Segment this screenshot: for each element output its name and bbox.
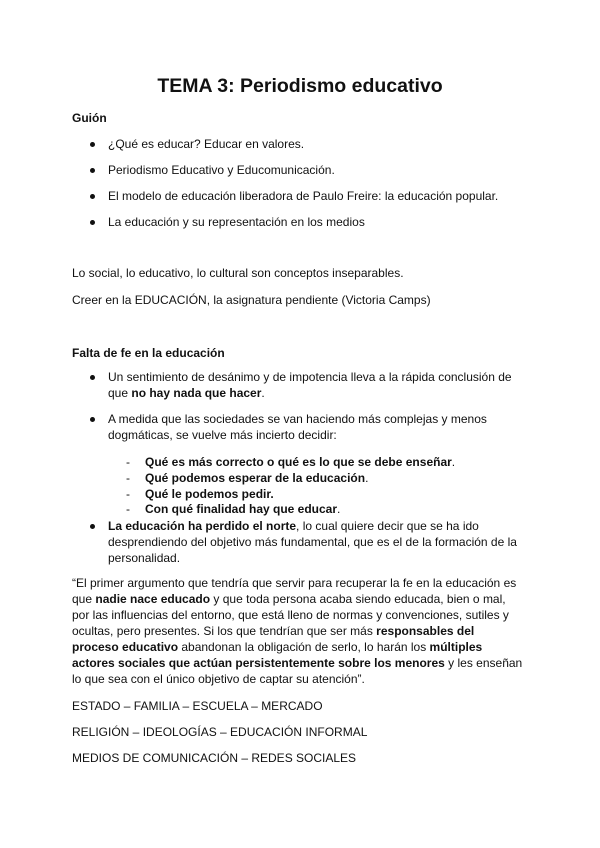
intro-line: Lo social, lo educativo, lo cultural son conceptos inseparables. <box>72 266 404 280</box>
list-line: RELIGIÓN – IDEOLOGÍAS – EDUCACIÓN INFORMAL <box>72 725 368 739</box>
bullet-icon <box>90 194 95 199</box>
list-line: MEDIOS DE COMUNICACIÓN – REDES SOCIALES <box>72 751 357 765</box>
document-page: TEMA 3: Periodismo educativo Guión ¿Qué es educar? Educar en valores. Periodismo Educativo y Educomunicación. El modelo de educación liberadora de Paulo Freire: la educación popular. La educación y su representación en los medios Lo social, lo educativo, lo cultural son conceptos inseparables. Creer en la EDUCACIÓN, la asignatura pendiente (Victoria Camps) Falta de fe en la educación Un sentimiento de desánimo y de impotencia lleva a la rápida conclusión de que no hay nada que hacer. A medida que las sociedades se van haciendo más complejas y menos dogmáticas, se vuelve más incierto decidir: - Qué es más correcto o qué es lo que se debe enseñar. - Qué podemos esperar de la educación. - Qué le podemos pedir. - Con qué finalidad hay que educar. La educación ha perdido el norte, lo cual quiere decir que se ha ido desprendiendo del objetivo más fundamental, que es el de la formación de la personalidad. “El primer argumento que tendría que servir para recuperar la fe en la educación es que nadie nace educado y que toda persona acaba siendo educada, bien o mal, por las influencias del entorno, que está lleno de normas y convenciones, sutiles y ocultas, pero presentes. Si los que tendrían que ser más responsables del proceso educativo abandonan la obligación de serlo, lo harán los múltiples actores sociales que actúan persistentemente sobre los menores y les enseñan lo que sea con el único objetivo de captar su atención”. ESTADO – FAMILIA – ESCUELA – MERCADO RELIGIÓN – IDEOLOGÍAS – EDUCACIÓN INFORMAL MEDIOS DE COMUNICACIÓN – REDES SOCIALES <box>0 0 600 848</box>
bullet-icon <box>90 524 95 529</box>
bullet-icon <box>90 375 95 380</box>
guion-heading: Guión <box>72 111 107 125</box>
bullet-icon <box>90 168 95 173</box>
bullet-icon <box>90 220 95 225</box>
page-title: TEMA 3: Periodismo educativo <box>157 75 443 97</box>
list-line: ESTADO – FAMILIA – ESCUELA – MERCADO <box>72 699 323 713</box>
bullet-icon <box>90 142 95 147</box>
quote-paragraph: “El primer argumento que tendría que servir para recuperar la fe en la educación es que nadie nace educado y que toda persona acaba siendo educada, bien o mal, por las influencias del entorno, que está lleno de normas y convenciones, sutiles y ocultas, pero presentes. Si los que tendrían que ser más responsables del proceso educativo abandonan la obligación de serlo, lo harán los múltiples actores sociales que actúan persistentemente sobre los menores y les enseñan lo que sea con el único objetivo de captar su atención”. <box>72 576 523 686</box>
intro-line: Creer en la EDUCACIÓN, la asignatura pendiente (Victoria Camps) <box>72 293 431 307</box>
falta-heading: Falta de fe en la educación <box>72 346 225 360</box>
bullet-icon <box>90 417 95 422</box>
